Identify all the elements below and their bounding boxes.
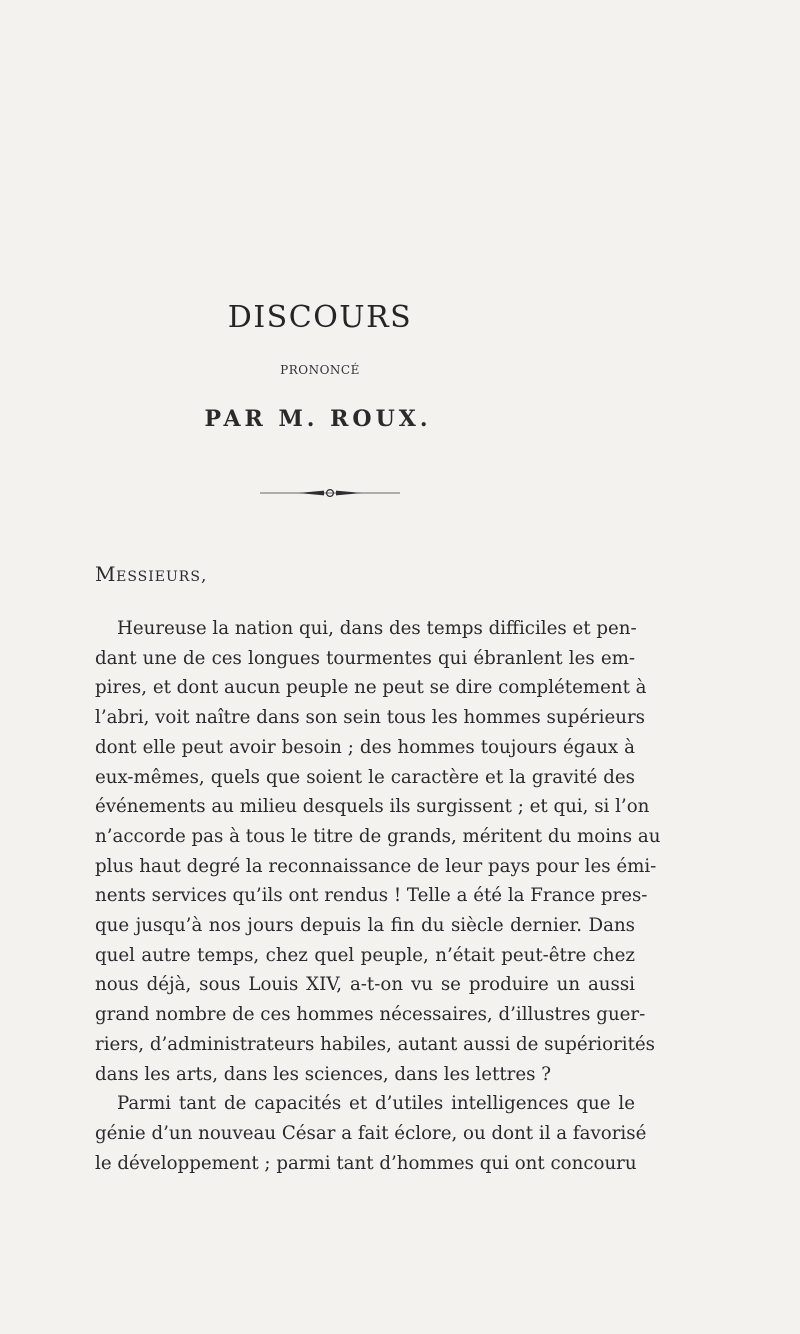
author-line: PAR M. ROUX. (204, 406, 432, 432)
text-line: Parmi tant de capacités et d’utiles intelligences que le (117, 1093, 635, 1115)
salutation-rest: ESSIEURS (116, 569, 201, 585)
salutation-punct: , (200, 566, 207, 586)
page-title: DISCOURS (227, 300, 413, 335)
text-line: Heureuse la nation qui, dans des temps difficiles et pen- (117, 618, 637, 639)
ornament-divider-icon (260, 487, 400, 499)
paragraph-1 (95, 614, 661, 1089)
salutation-initial: M (95, 562, 117, 586)
text-line: riers, d’administrateurs habiles, autant aussi de supériorités (95, 1033, 655, 1055)
text-line: événements au milieu desquels ils surgissent ; et qui, si l’on (95, 796, 650, 818)
text-line: nents services qu’ils ont rendus ! Telle a été la France pres- (95, 885, 648, 907)
body-text (95, 614, 661, 1178)
text-line: pires, et dont aucun peuple ne peut se dire complétement à (95, 677, 647, 699)
text-line: l’abri, voit naître dans son sein tous les hommes supérieurs (95, 707, 645, 729)
text-line: dont elle peut avoir besoin ; des hommes toujours égaux à (95, 736, 635, 758)
subtitle: PRONONCÉ (280, 363, 360, 377)
text-line: plus haut degré la reconnaissance de leur pays pour les émi- (95, 855, 657, 877)
text-line: génie d’un nouveau César a fait éclore, ou dont il a favorisé (95, 1122, 647, 1144)
text-line: eux-mêmes, quels que soient le caractère et la gravité des (95, 766, 635, 788)
paragraph-2 (95, 1089, 647, 1178)
text-line: n’accorde pas à tous le titre de grands, méritent du moins au (95, 825, 661, 847)
text-line: quel autre temps, chez quel peuple, n’était peut-être chez (95, 944, 635, 966)
text-line: que jusqu’à nos jours depuis la fin du siècle dernier. Dans (95, 915, 635, 937)
salutation (95, 562, 207, 586)
text-line: grand nombre de ces hommes nécessaires, d’illustres guer- (95, 1004, 646, 1026)
text-line: le développement ; parmi tant d’hommes qui ont concouru (95, 1152, 637, 1174)
text-line: dans les arts, dans les sciences, dans les lettres ? (95, 1063, 551, 1085)
text-line: dant une de ces longues tourmentes qui ébranlent les em- (95, 647, 635, 669)
text-line: nous déjà, sous Louis XIV, a-t-on vu se produire un aussi (95, 974, 635, 996)
